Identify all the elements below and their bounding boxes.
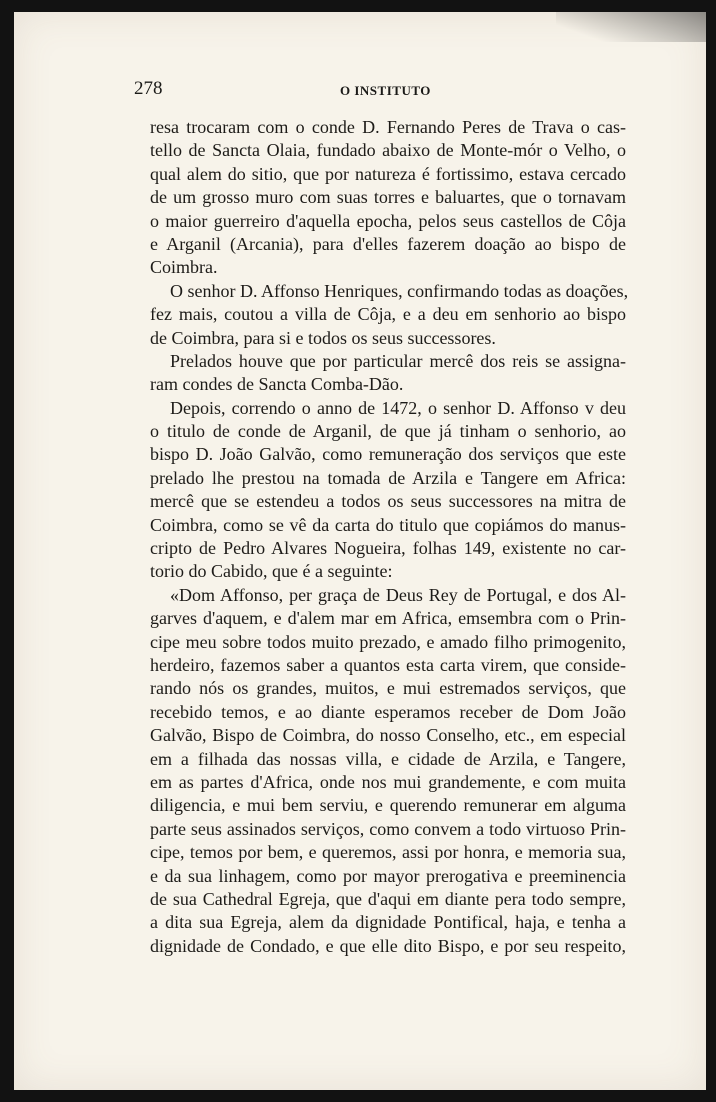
text-line: de sua Cathedral Egreja, que d'aqui em diante pera todo sempre,: [150, 888, 626, 909]
text-line: resa trocaram com o conde D. Fernando Peres de Trava o cas-: [150, 117, 626, 137]
text-line: Depois, correndo o anno de 1472, o senhor D. Affonso v deu: [170, 397, 626, 418]
text-line: herdeiro, fazemos saber a quantos esta carta virem, que conside-: [150, 654, 626, 675]
text-line: torio do Cabido, que é a seguinte:: [150, 561, 393, 582]
text-line: em a filhada das nossas villa, e cidade de Arzila, e Tangere,: [150, 748, 626, 769]
text-line: o titulo de conde de Arganil, de que já tinham o senhorio, ao: [150, 421, 626, 442]
text-line: diligencia, e mui bem serviu, e querendo remunerar em alguma: [150, 795, 626, 816]
text-line: bispo D. João Galvão, como remuneração dos serviços que este: [150, 444, 626, 465]
text-line: mercê que se estendeu a todos os seus successores na mitra de: [150, 491, 626, 512]
text-line: cipe, temos por bem, e queremos, assi por honra, e memoria sua,: [150, 842, 626, 863]
text-line: dignidade de Condado, e que elle dito Bispo, e por seu respeito,: [150, 935, 626, 956]
text-line: Galvão, Bispo de Coimbra, do nosso Conselho, etc., em especial: [150, 725, 626, 746]
text-line: a dita sua Egreja, alem da dignidade Pontifical, haja, e tenha a: [150, 912, 626, 933]
text-line: o maior guerreiro d'aquella epocha, pelos seus castellos de Côja: [150, 210, 626, 231]
text-line: rando nós os grandes, muitos, e mui estremados serviços, que: [150, 678, 626, 699]
text-line: qual alem do sitio, que por natureza é fortissimo, estava cercado: [150, 163, 626, 184]
text-line: fez mais, coutou a villa de Côja, e a deu em senhorio ao bispo: [150, 304, 626, 325]
text-line: de um grosso muro com suas torres e baluartes, que o tornavam: [150, 187, 626, 208]
text-line: Coimbra.: [150, 257, 218, 278]
text-line: e Arganil (Arcania), para d'elles fazerem doação ao bispo de: [150, 233, 626, 254]
text-line: garves d'aquem, e d'alem mar em Africa, emsembra com o Prin-: [150, 608, 626, 629]
text-line: O senhor D. Affonso Henriques, confirmando todas as doações,: [170, 280, 629, 301]
page-number: 278: [134, 78, 163, 99]
page-header: [134, 78, 626, 102]
text-line: prelado lhe prestou na tomada de Arzila e Tangere em Africa:: [150, 467, 626, 488]
text-line: recebido temos, e ao diante esperamos receber de Dom João: [150, 701, 626, 722]
body-text: [150, 116, 629, 958]
text-line: «Dom Affonso, per graça de Deus Rey de Portugal, e dos Al-: [170, 584, 626, 605]
running-head: O INSTITUTO: [340, 83, 431, 98]
text-line: cipe meu sobre todos muito prezado, e amado filho primogenito,: [150, 631, 626, 652]
text-line: cripto de Pedro Alvares Nogueira, folhas 149, existente no car-: [150, 538, 626, 559]
text-line: e da sua linhagem, como por mayor prerogativa e preeminencia: [150, 865, 626, 886]
text-line: parte seus assinados serviços, como convem a todo virtuoso Prin-: [150, 818, 626, 839]
text-line: de Coimbra, para si e todos os seus successores.: [150, 327, 496, 348]
text-line: tello de Sancta Olaia, fundado abaixo de Monte-mór o Velho, o: [150, 140, 626, 161]
text-line: Coimbra, como se vê da carta do titulo que copiámos do manus-: [150, 514, 626, 535]
text-line: em as partes d'Africa, onde nos mui grandemente, e com muita: [150, 771, 626, 792]
text-line: Prelados houve que por particular mercê dos reis se assigna-: [170, 350, 626, 371]
page-corner-shadow: [556, 12, 706, 42]
text-line: ram condes de Sancta Comba-Dão.: [150, 374, 404, 395]
